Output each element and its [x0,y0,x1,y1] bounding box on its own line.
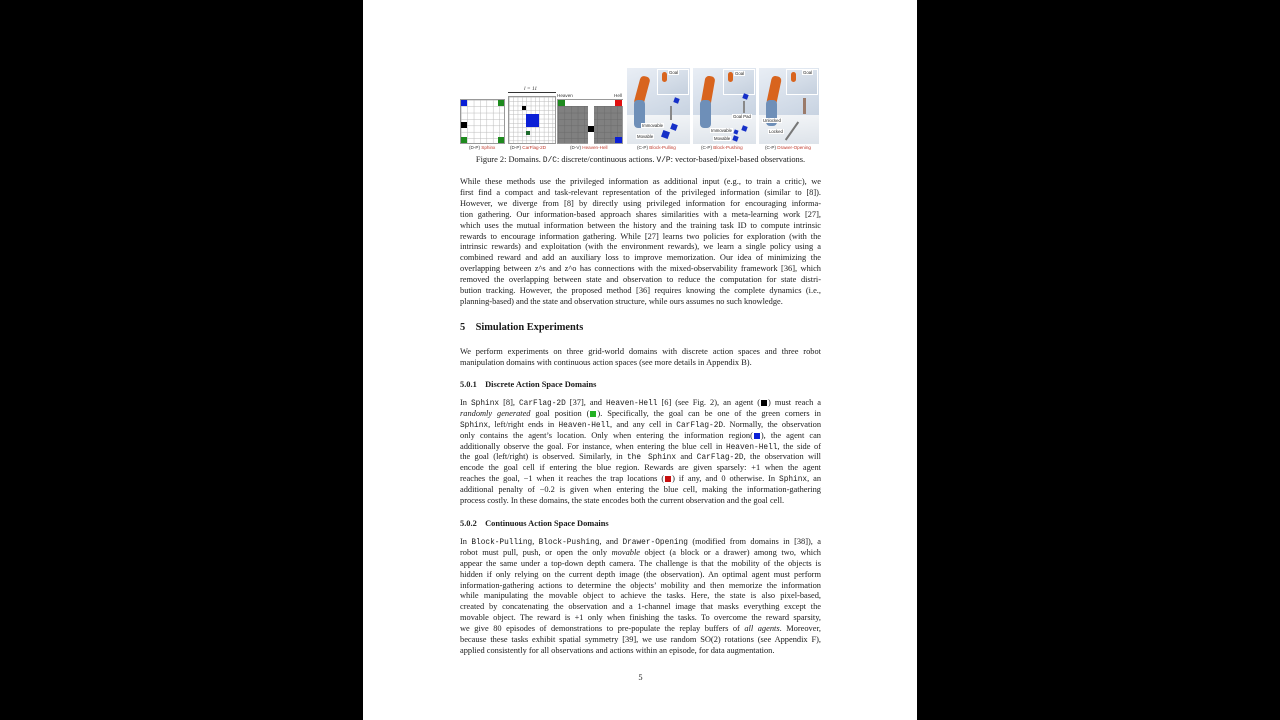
immovable-tag: Immovable [642,123,664,128]
movable-tag: Movable [714,136,731,141]
panel-label-block-pulling: (C-P) Block-Pulling [637,145,676,150]
goal-tag: Goal [803,70,813,75]
panel-label-drawer-opening: (C-P) Drawer-Opening [765,145,811,150]
text-line: tion gathering. Our information-based approach shares similarities with a meta-learning work [27], [460,210,821,219]
agent-cell [588,126,595,132]
panel-label-carflag: (D-P) CarFlag-2D [510,145,547,150]
goal-cell [498,100,504,106]
text-line: rewards to encourage information gathering. While [27] learns two policies for exploration (with the [460,232,821,241]
agent-square-icon [761,400,767,406]
carflag-dimension-arrow [508,92,556,93]
text-line: removed the overlapping between state and observation to reduce the computation for state distri- [460,275,821,284]
text-line: We perform experiments on three grid-world domains with discrete action spaces and three robot [460,347,821,356]
info-cell [615,137,622,143]
text-line: information-gathering actions to determine the objects’ mobility and then memorize the information [460,581,821,590]
figure-2 [460,0,821,160]
unlocked-tag: Unlocked [763,118,781,123]
text-line: we give 80 episodes of demonstrations to pre-populate the replay buffers of all agents. Moreover, [460,624,821,633]
agent-cell [522,106,526,110]
goal-pad-tag: Goal Pad [733,114,751,119]
text-line: Sphinx, left/right ends in Heaven-Hell, and any cell in CarFlag-2D. Normally, the observation [460,420,822,430]
goal-square-icon [590,411,596,417]
text-line: In Block-Pulling, Block-Pushing, and Drawer-Opening (modified from domains in [38]), a [460,537,821,547]
carflag-dimension-label: l = 11 [524,86,538,92]
text-line: reaches the goal, −1 when it reaches the trap locations ( ) if any, and 0 otherwise. In Sphinx, an [460,474,822,484]
immovable-tag: Immovable [711,128,733,133]
sphinx-grid [460,99,505,144]
panel-label-block-pushing: (C-P) Block-Pushing [701,145,743,150]
text-line: additional penalty of −0.2 is given when entering the blue cell, making the information-gathering [460,485,821,494]
info-cell [461,100,467,106]
goal-cell [526,131,530,135]
hell-cell [615,100,622,106]
info-square-icon [754,433,760,439]
text-line: While these methods use the privileged information as additional input (e.g., to train a critic), we [460,177,821,186]
text-line: However, we diverge from [8] by directly using privileged information for encouraging informa- [460,199,821,208]
block-pushing-render [693,68,756,144]
heaven-cell [558,100,565,106]
text-line: which uses the mutual information between the history and the training task ID to compute intrinsic [460,221,821,230]
text-line: applied consistently for all observations and actions within an episode, for data augmentation. [460,646,775,655]
text-line: only contains the agent’s location. Only when entering the information region( ), the agent can [460,431,821,440]
text-line: In Sphinx [8], CarFlag-2D [37], and Heaven-Hell [6] (see Fig. 2), an agent ( ) must reach a [460,398,821,408]
figure-caption: Figure 2: Domains. D/C: discrete/continuous actions. V/P: vector-based/pixel-based observations. [475,155,806,165]
movable-tag: Movable [637,134,654,139]
page-number: 5 [638,673,643,682]
gripper-block [742,93,748,99]
text-line: movable object. The reward is +1 only when finishing the tasks. To overcome the reward sparsity, [460,613,821,622]
goal-cell [498,137,504,143]
goal-tag: Goal [735,71,745,76]
text-line: randomly generated goal position ( ). Specifically, the goal can be one of the green corners in [460,409,821,418]
panel-label-sphinx: (D-P) Sphinx [469,145,496,150]
drawer-opening-render [759,68,819,144]
text-line: because these tasks exhibit spatial symmetry [39], we use random SO(2) rotations (see Appendix F), [460,635,821,644]
corridor [588,100,595,145]
text-line: created by concatenating the observation and a 1-channel image that masks everything except the [460,602,821,611]
hell-label: Hell [614,93,622,98]
text-line: encode the goal cell if entering the blue region. Rewards are given sparsely: +1 when the agent [460,463,821,472]
trap-square-icon [665,476,671,482]
locked-tag: Locked [769,129,783,134]
text-line: combined reward and add an auxiliary loss to improve memorization. Our idea of minimizing the [460,253,821,262]
paper-page [363,0,917,720]
block-pulling-render [627,68,690,144]
text-line: overlapping between z^s and z^o has connections with the mixed-observability framework [36], which [460,264,821,273]
text-line: bution tracking. However, the proposed method [36] requires knowing the complete dynamics (i.e., [460,286,821,295]
text-line: first find a compact and task-relevant representation of the privileged information (similar to [8]). [460,188,821,197]
carflag-grid [508,96,556,144]
agent-cell [461,122,467,128]
text-line: while manipulating the movable object to achieve the tasks. Here, the state is also pixel-based, [460,591,821,600]
text-line: the goal (left/right) is observed. Similarly, in the Sphinx and CarFlag-2D, the observation will [460,452,822,462]
text-line: manipulation domains with continuous action spaces (see more details in Appendix B). [460,358,752,367]
heaven-hell-grid [557,99,623,144]
text-line: process costly. In these domains, the state encodes both the current observation and the goal cell. [460,496,785,505]
text-line: additionally observe the goal. For instance, when entering the blue cell in Heaven-Hell, the side of [460,442,822,452]
gripper-block [673,97,679,103]
panel-label-heaven-hell: (D-V) Heaven-Hell [570,145,608,150]
info-region [526,114,539,127]
text-line: hidden if only relying on the current depth image (the observation). An optimal agent must perform [460,570,821,579]
subsection-heading: 5.0.1 Discrete Action Space Domains [460,380,597,389]
goal-cell [461,137,467,143]
text-line: robot must pull, push, or open the only movable object (a block or a drawer) among two, which [460,548,821,557]
subsection-heading: 5.0.2 Continuous Action Space Domains [460,519,609,528]
heaven-label: Heaven [557,93,573,98]
text-line: intrinsic rewards) and exploitation (with the environment rewards), we learn a single policy using a [460,242,821,251]
goal-tag: Goal [669,70,679,75]
text-line: planning-based) and the state and observation structure, while ours assumes no such knowledge. [460,297,783,306]
text-line: appear the same under a top-down depth camera. The challenge is that the mobility of the objects is [460,559,821,568]
section-heading: 5 Simulation Experiments [460,322,584,333]
